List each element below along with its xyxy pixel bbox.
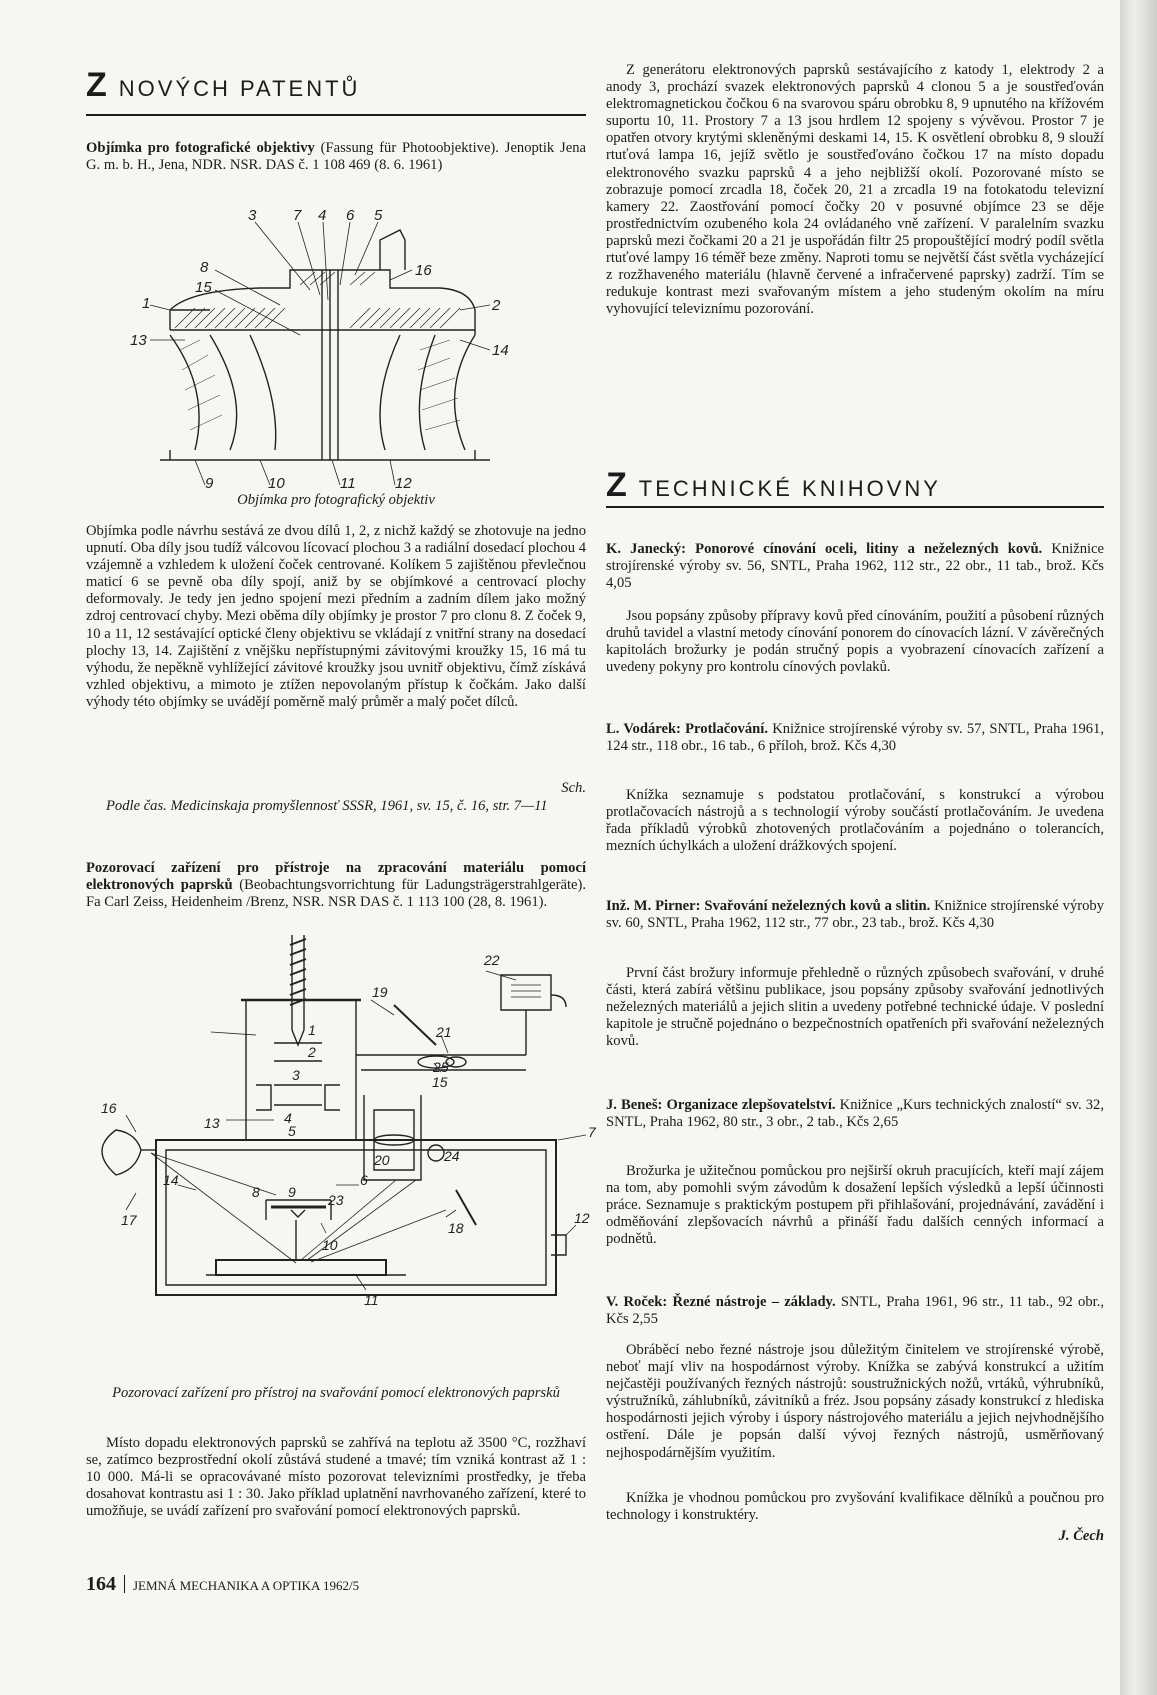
fig2-label: 23 xyxy=(328,1192,344,1208)
page-number: 164 xyxy=(86,1573,116,1595)
fig2-label: 22 xyxy=(484,952,500,968)
book-review: Brožurka je užitečnou pomůckou pro nejširší okruh pracujících, kteří mají zájem na tom, aby pomohli svým závodům k dosažení lepších výsledků a lepší účinnosti práce. Seznamuje s praktickým postupem při přihlašování, projednávání, zavádění i odměňování zlepšovacích návrhů a přináší řadu dalších cenných informací a podnětů. xyxy=(606,1163,1104,1248)
fig2-label: 17 xyxy=(121,1212,137,1228)
fig1-label: 4 xyxy=(318,207,327,224)
book-review: Jsou popsány způsoby přípravy kovů před cínováním, použití a působení různých druhů tavidel a vlastní metody cínování ponorem do cínovacích lázní. V závěrečných kapitolách brožurky je podán stručný popis a vyobrazení cínovacích zařízení a uvedeny pokyny pro kontrolu cínových povlaků. xyxy=(606,608,1104,676)
book-review: Obráběcí nebo řezné nástroje jsou důležitým činitelem ve strojírenské výrobě, neboť mají vliv na hospodárnost výroby. Knížka se zabývá konstrukcí a užitím nejčastěji používaných řezných nástrojů: soustružnických nožů, vrtáků, výhrubníků, výstružníků, záhlubníků, závitníků a fréz. Jsou popsány zásady konstrukcí z hlediska hospodárnosti jejich výroby i úspory nástrojového materiálu a jejich nejvhodnějšího ostření. Dále je popsán další vývoj řezných nástrojů, usměrňovaný nejhospodárnějším využitím. xyxy=(606,1342,1104,1461)
book-meta: Knižnice strojírenské výroby sv. 57, SNTL, Praha 1961, 124 str., 118 obr., 16 tab., 6 příloh, brož. Kčs 4,30 xyxy=(606,721,1104,755)
book-meta: Knižnice strojírenské výroby sv. 60, SNTL, Praha 1962, 112 str., 77 obr., 23 tab., brož. Kčs 4,30 xyxy=(606,898,1104,932)
fig2-label: 18 xyxy=(448,1220,464,1236)
fig2-label: 1 xyxy=(308,1022,316,1038)
book-entry xyxy=(606,898,1104,932)
fig2-label: 5 xyxy=(288,1123,296,1139)
patent2-header xyxy=(86,860,586,911)
footer-divider xyxy=(124,1575,125,1593)
book-meta: SNTL, Praha 1961, 96 str., 11 tab., 92 obr., Kčs 2,55 xyxy=(606,1294,1104,1328)
patent1-body: Objímka podle návrhu sestává ze dvou dílů 1, 2, z nichž každý se zhotovuje na jedno upnutí. Oba díly jsou tudíž válcovou lícovací plochou 3 a radiální dosedací plochou 4 vzájemně a vzhledem k uložení čoček centrované. Kolíkem 5 zajištěnou převlečnou maticí 6 se pevně oba díly spojí, aniž by se objímkové a centrovací plochy deformovaly. Je tedy jen jedno spojení mezi předním a zadním dílem jako možný zdroj centrovací chyby. Mezi oběma díly objímky je prostor 7 pro clonu 8. Z čoček 9, 10 a 11, 12 sestávající optické členy objektivu se vkládají z vnitřní strany na dosedací plochy 13, 14. Zajištění z vnějšku nepřístupnými závitovými kroužky 15, 16 má tu výhodu, že nepěkně vyhlížející závitové kroužky jsou uvnitř objektivu, čímž získává vzhled objektivu, a mimoto je ztížen nepovolaným přístup k čočkám. Jako další výhody této objímky se uvádějí poměrně malý průměr a malý počet dílců. xyxy=(86,523,586,710)
book-title: V. Roček: Řezné nástroje – základy. xyxy=(606,1294,836,1310)
fig2-label: 4 xyxy=(284,1110,292,1126)
section-heading-patents xyxy=(86,66,360,105)
fig1-label: 16 xyxy=(415,262,432,279)
heading-initial: Z xyxy=(606,466,627,504)
fig2-label: 24 xyxy=(444,1148,460,1164)
fig2-label: 15 xyxy=(432,1074,448,1090)
fig1-label: 2 xyxy=(492,297,501,314)
heading-initial: Z xyxy=(86,66,107,104)
patent1-header xyxy=(86,140,586,174)
book-review: Knížka seznamuje s podstatou protlačování, s konstrukcí a výrobou protlačovacích nástrojů a s technologií výroby součástí protlačováním. Je uvedena řada příkladů výrobků zhotovených protlačováním a pojednáno o tolerancích, mezních úchylkách a uložení drážkových spojení. xyxy=(606,787,1104,855)
fig1-label: 12 xyxy=(395,475,412,492)
fig2-label: 19 xyxy=(372,984,388,1000)
patent2-meta: (Beobachtungsvorrichtung für Ladungsträgerstrahlgeräte). Fa Carl Zeiss, Heidenheim /Brenz, NSR. NSR DAS č. 1 113 100 (28, 8. 1961). xyxy=(86,877,586,911)
fig1-label: 1 xyxy=(142,295,151,312)
fig1-label: 11 xyxy=(340,475,356,492)
section-heading-library xyxy=(606,466,941,505)
patent1-signature: Sch. xyxy=(561,780,586,796)
book-review: První část brožury informuje přehledně o různých způsobech svařování, v druhé části, která zabírá většinu publikace, jsou popsány způsoby svařování jednotlivých neželezných materiálů a jejich slitin a uvedeny potřebné technické údaje. V poslední kapitole je stručně pojednáno o bezpečnostních opatřeních při svařování neželezných kovů. xyxy=(606,965,1104,1050)
patent1-title: Objímka pro fotografické objektivy xyxy=(86,140,315,156)
fig2-label: 3 xyxy=(292,1067,300,1083)
book-meta: Knižnice strojírenské výroby sv. 56, SNTL, Praha 1962, 112 str., 22 obr., 11 tab., brož. Kčs 4,05 xyxy=(606,541,1105,592)
book-entry xyxy=(606,721,1104,755)
fig2-label: 9 xyxy=(288,1184,296,1200)
patent2-title: Pozorovací zařízení pro přístroje na zpracování materiálu pomocí elektronových paprsků xyxy=(86,860,586,894)
fig1-label: 9 xyxy=(205,475,214,492)
page-edge xyxy=(1120,0,1157,1695)
fig2-label: 25 xyxy=(433,1059,449,1075)
patent2-continuation: Z generátoru elektronových paprsků sestávajícího z katody 1, elektrody 2 a anody 3, prochází svazek elektronových paprsků 4 clonou 5 a je soustřeďován elektromagnetickou čočkou 6 na svarovou spáru obrobku 8, 9 upnutého na křížovém suportu 10, 11. Prostory 7 a 13 jsou hrdlem 12 spojeny s vývěvou. Prostor 7 je opatřen otvory krytými skleněnými deskami 14, 15. K osvětlení obrobku 8, 9 slouží rtuťová lampa 16, jejíž světlo je soustřeďováno čočkou 17 na místo dopadu elektronového svazku paprsků 4 a jeho nejbližší okolí. Pozorované místo se zobrazuje pomocí zrcadla 18, čoček 20, 21 a zrcadla 19 na fotokatodu televizní kamery 22. Zaostřování pomocí čočky 20 v posuvné objímce 23 se děje prostřednictvím ozubeného kola 24 ovládaného vně zařízení. V paralelním svazku paprsků mezi čočkami 20 a 21 je uspořádán filtr 25 propouštějící modrý podíl světla rtuťové lampy 16 téměř beze změny. Naproti tomu se největší část světla vycházející z rozžhaveného materiálu (hlavně červené a infračervené paprsky) zadrží. Tím se redukuje kontrast mezi svařovaným místem a jeho studeným okolím na míru vyhovující televiznímu pozorování. xyxy=(606,62,1104,318)
book-title: K. Janecký: Ponorové cínování oceli, litiny a neželezných kovů. xyxy=(606,541,1043,557)
fig2-label: 13 xyxy=(204,1115,220,1131)
fig2-label: 7 xyxy=(588,1124,596,1140)
fig1-label: 13 xyxy=(130,332,147,349)
book-entry xyxy=(606,1097,1104,1131)
book-review: Knížka je vhodnou pomůckou pro zvyšování kvalifikace dělníků a poučnou pro technology i konstruktéry. xyxy=(606,1490,1104,1524)
fig1-label: 6 xyxy=(346,207,355,224)
fig1-label: 3 xyxy=(248,207,257,224)
fig2-label: 2 xyxy=(308,1044,316,1060)
book-title: Inž. M. Pirner: Svařování neželezných kovů a slitin. xyxy=(606,898,931,914)
book-entry xyxy=(606,1294,1104,1328)
reviewer-signature: J. Čech xyxy=(1058,1528,1104,1544)
observation-device-figure xyxy=(96,935,596,1335)
fig2-label: 10 xyxy=(322,1237,338,1253)
patent2-caption: Pozorovací zařízení pro přístroj na svařování pomocí elektronových paprsků xyxy=(112,1385,560,1401)
book-title: L. Vodárek: Protlačování. xyxy=(606,721,768,737)
fig1-label: 7 xyxy=(293,207,302,224)
heading-text: NOVÝCH PATENTŮ xyxy=(118,76,361,101)
fig2-label: 20 xyxy=(374,1152,390,1168)
page-footer xyxy=(86,1573,359,1596)
fig1-label: 15 xyxy=(195,279,212,296)
fig1-label: 10 xyxy=(268,475,285,492)
book-title: J. Beneš: Organizace zlepšovatelství. xyxy=(606,1097,836,1113)
heading-text: TECHNICKÉ KNIHOVNY xyxy=(638,476,941,501)
lens-mount-figure xyxy=(130,207,530,492)
book-meta: Knižnice „Kurs technických znalostí“ sv. 32, SNTL, Praha 1962, 80 str., 3 obr., 2 tab., Kčs 2,65 xyxy=(606,1097,1105,1131)
patent2-body: Místo dopadu elektronových paprsků se zahřívá na teplotu až 3500 °C, rozžhaví se, zatímco bezprostřední okolí zůstává studené a tmavé; tím vzniká kontrast až 1 : 10 000. Má-li se opracovávané místo pozorovat televizními prostředky, je třeba dosahovat kontrastu asi 1 : 30. Jako příklad uplatnění navrhovaného zařízení, které to umožňuje, se uvádí zařízení pro svařování pomocí elektronových paprsků. xyxy=(86,1435,586,1520)
book-entry xyxy=(606,541,1104,592)
fig1-label: 14 xyxy=(492,342,509,359)
fig2-label: 12 xyxy=(574,1210,590,1226)
heading-rule xyxy=(86,114,586,116)
fig1-label: 8 xyxy=(200,259,209,276)
fig2-label: 6 xyxy=(360,1172,368,1188)
fig2-label: 11 xyxy=(364,1292,379,1308)
fig1-label: 5 xyxy=(374,207,383,224)
fig2-label: 16 xyxy=(101,1100,117,1116)
patent1-caption: Objímka pro fotografický objektiv xyxy=(237,492,435,508)
heading-rule xyxy=(606,506,1104,508)
journal-name: JEMNÁ MECHANIKA A OPTIKA 1962/5 xyxy=(133,1578,360,1593)
patent1-meta: (Fassung für Photoobjektive). Jenoptik Jena G. m. b. H., Jena, NDR. NSR. DAS č. 1 108 469 (8. 6. 1961) xyxy=(86,140,586,174)
fig2-label: 8 xyxy=(252,1184,260,1200)
fig2-label: 14 xyxy=(163,1172,179,1188)
fig2-label: 21 xyxy=(436,1024,452,1040)
patent1-source: Podle čas. Medicinskaja promyšlennosť SSSR, 1961, sv. 15, č. 16, str. 7—11 xyxy=(106,798,548,814)
